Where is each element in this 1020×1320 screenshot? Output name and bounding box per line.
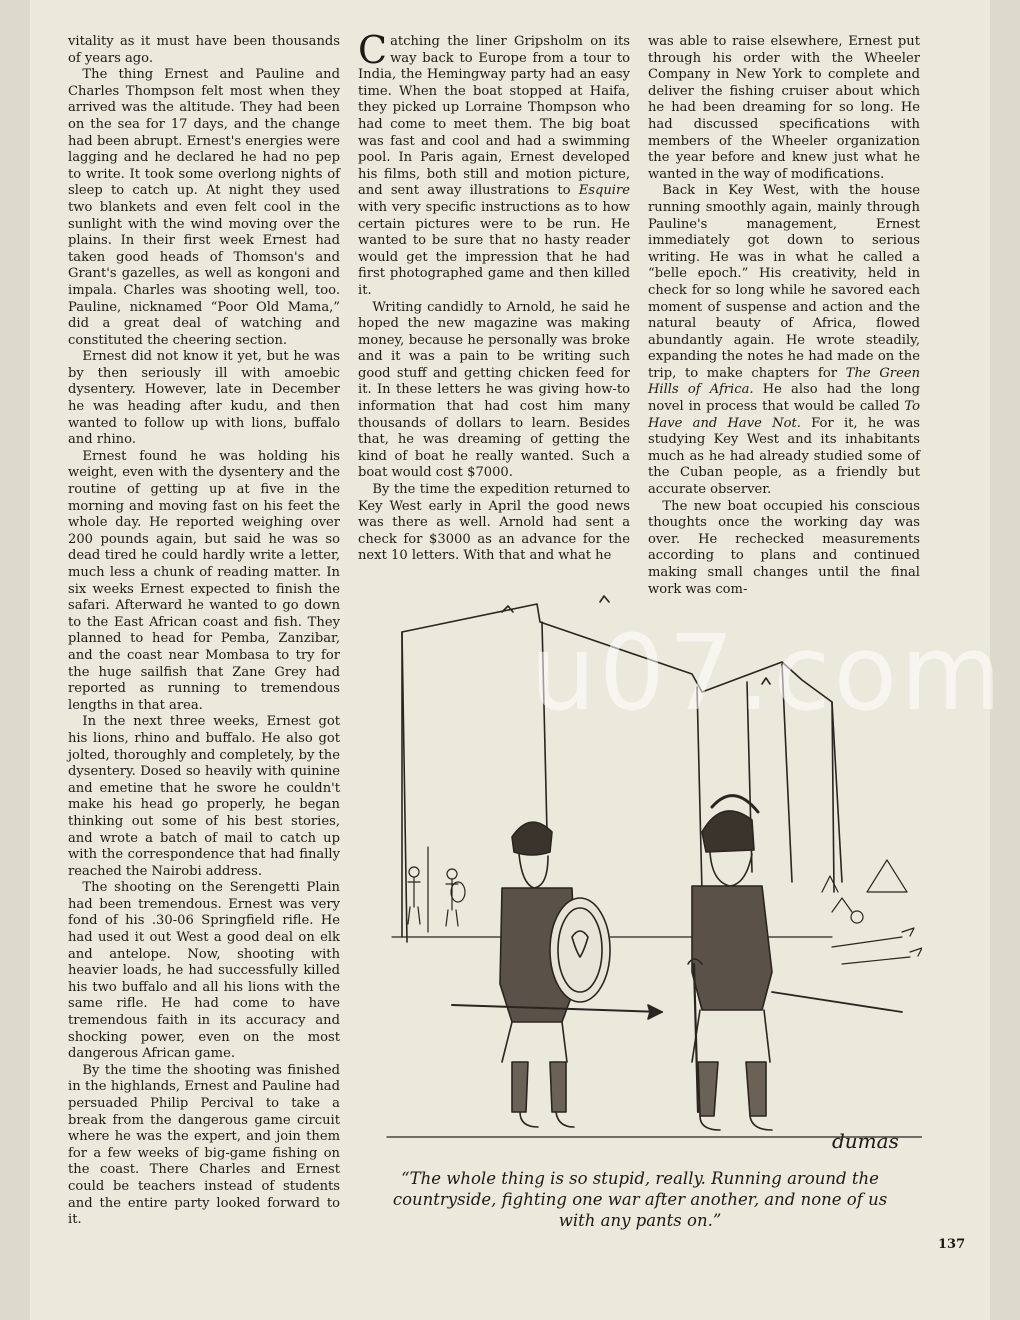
paragraph: was able to raise elsewhere, Ernest put through his order with the Wheeler Company in New York to complete and deliver the fishing cruiser about which he had been dreaming for so long. He had discussed specifications with members of the Wheeler organization the year before and knew just what he wanted in the way of modifications. <box>648 34 920 182</box>
paragraph: The new boat occupied his conscious thoughts once the working day was over. He rechecked measurements according to plans and continued making small changes until the final work was com- <box>648 498 920 597</box>
paragraph-text: atching the liner Gripsholm on its way back to Europe from a tour to India, the Hemingway party had an easy time. When the boat stopped at Haifa, they picked up Lorraine Thompson who had come to meet them. The big boat was fast and cool and had a swimming pool. In Paris again, Ernest developed his films, both still and motion picture, and sent away illustrations to <box>358 34 630 199</box>
watermark: u07.com <box>530 612 1005 734</box>
cartoon-caption: “The whole thing is so stupid, really. Running around the countryside, fighting one war after another, and none of us with any pants on.” <box>392 1169 888 1230</box>
text-column-2 <box>358 28 630 565</box>
paragraph: In the next three weeks, Ernest got his lions, rhino and buffalo. He also got jolted, thoroughly and completely, by the dysentery. Dosed so heavily with quinine and emetine that he swore he couldn't make his head go properly, he began thinking out some of his best stories, and wrote a batch of mail to catch up with the correspondence that had finally reached the Nairobi address. <box>68 714 340 879</box>
magazine-page <box>30 0 1005 1320</box>
soldier-with-crested-helmet <box>688 796 902 1130</box>
magazine-name: Esquire <box>578 183 630 199</box>
paragraph: Writing candidly to Arnold, he said he hoped the new magazine was making money, because he personally was broke and it was a pain to be writing such good stuff and getting chicken feed for it. In these letters he was giving how-to information that had cost him many thousands of dollars to learn. Besides that, he was dreaming of getting the kind of boat he really wanted. Such a boat would cost $7000. <box>358 299 630 481</box>
book-title: To Have and Have Not. <box>648 399 920 431</box>
paragraph-text: He also had the long novel in process that would be called <box>648 382 920 415</box>
paragraph-text: Back in Key West, with the house running smoothly again, mainly through Pauline's management, Ernest immediately got down to serious writing. He was in what he called a “belle epoch.” His creativity, held in check for so long while he savored each moment of suspense and action and the natural beauty of Africa, flowed abundantly again. He wrote steadily, expanding the notes he had made on the trip, to make chapters for <box>648 183 920 381</box>
paragraph: The thing Ernest and Pauline and Charles Thompson felt most when they arrived was the altitude. They had been on the sea for 17 days, and the change had been abrupt. Ernest's energies were lagging and he declared he had no pep to write. It took some overlong nights of sleep to catch up. At night they used two blankets and even felt cool in the sunlight with the wind moving over the plains. In their first week Ernest had taken good heads of Thomson's and Grant's gazelles, as well as kongoni and impala. Charles was shooting well, too. Pauline, nicknamed “Poor Old Mama,” did a great deal of watching and constituted the cheering section. <box>68 67 340 348</box>
text-column-3 <box>648 34 920 598</box>
paragraph-text: For it, he was studying Key West and its inhabitants much as he had already studied some of the Cuban people, as a friendly but accurate observer. <box>648 415 921 498</box>
text-column-1 <box>68 34 340 1229</box>
paragraph-text: with very specific instructions as to how certain pictures were to be run. He wanted to be sure that no hasty reader would get the impression that he had first photographed game and then killed it. <box>358 199 630 298</box>
cartoonist-signature: dumas <box>832 1129 899 1153</box>
paragraph: vitality as it must have been thousands of years ago. <box>68 34 340 66</box>
paragraph <box>648 183 920 498</box>
paragraph: The shooting on the Serengetti Plain had been tremendous. Ernest was very fond of his .30-06 Springfield rifle. He had used it out West a good deal on elk and antelope. Now, shooting with heavier loads, he had successfully killed his two buffalo and all his lions with the same rifle. He had come to have tremendous faith in its accuracy and shocking power, even on the most dangerous African game. <box>68 880 340 1062</box>
paragraph: Ernest did not know it yet, but he was by then seriously ill with amoebic dysentery. However, late in December he was heading after kudu, and then wanted to follow up with lions, buffalo and rhino. <box>68 349 340 448</box>
book-title: The Green Hills of Africa. <box>648 365 920 398</box>
page-number: 137 <box>938 1237 966 1252</box>
paragraph <box>358 28 630 300</box>
paragraph: Ernest found he was holding his weight, even with the dysentery and the routine of getting up at five in the morning and moving fast on his feet the whole day. He reported weighing over 200 pounds again, but said he was so dead tired he could hardly write a letter, much less a chunk of reading matter. In six weeks Ernest expected to finish the safari. Afterward he wanted to go down to the East African coast and fish. They planned to head for Pemba, Zanzibar, and the coast near Mombasa to try for the huge sailfish that Zane Grey had reported as running to tremendous lengths in that area. <box>68 448 340 713</box>
soldier-with-shield <box>452 822 662 1127</box>
paragraph: By the time the expedition returned to Key West early in April the good news was there as well. Arnold had sent a check for $3000 as an advance for the next 10 letters. With that and what he <box>358 482 630 564</box>
distant-soldiers <box>408 847 465 932</box>
distant-camp <box>822 860 922 964</box>
paragraph: By the time the shooting was finished in the highlands, Ernest and Pauline had persuaded Philip Percival to take a break from the dangerous game circuit where he was the expert, and join them for a few weeks of big-game fishing on the coast. There Charles and Ernest could be teachers instead of students and the entire party looked forward to it. <box>68 1062 340 1228</box>
drop-cap: C <box>358 28 388 72</box>
